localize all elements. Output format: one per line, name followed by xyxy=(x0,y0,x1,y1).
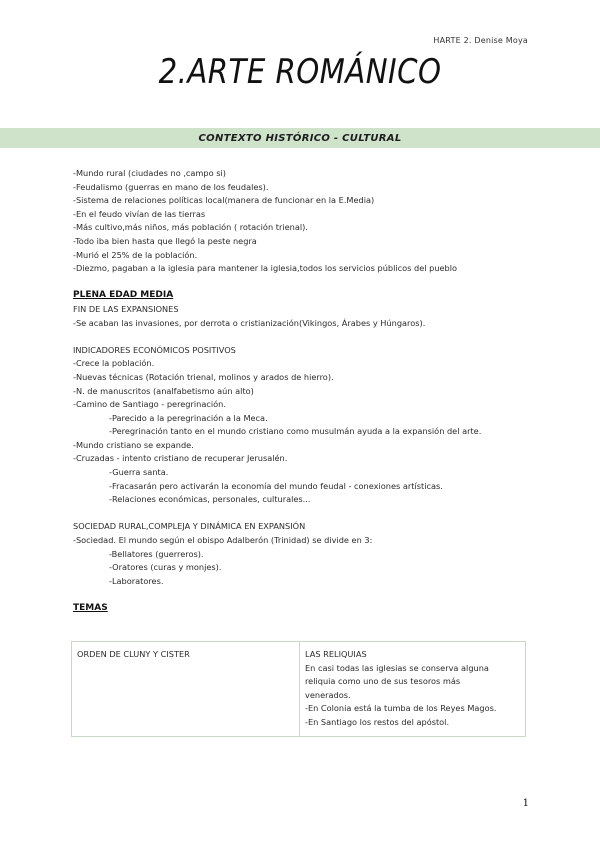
sociedad-subline: -Laboratores. xyxy=(109,575,164,586)
indicadores-subline: -Parecido a la peregrinación a la Meca. xyxy=(109,412,268,423)
context-line: -Más cultivo,más niños, más población ( rotación trienal). xyxy=(73,222,308,233)
spacer xyxy=(73,507,533,521)
document-body xyxy=(73,167,533,616)
context-line: -Diezmo, pagaban a la iglesia para mantener la iglesia,todos los servicios públicos del pueblo xyxy=(73,263,458,274)
indicadores-line: -Nuevas técnicas (Rotación trienal, molinos y arados de hierro). xyxy=(73,371,334,382)
table-cell-left xyxy=(72,642,300,736)
reliquias-line: En casi todas las iglesias se conserva alguna xyxy=(305,662,489,673)
section-band xyxy=(0,128,600,148)
indicadores-subline: -Guerra santa. xyxy=(109,467,169,478)
reliquias-line: reliquia como uno de sus tesoros más xyxy=(305,676,461,687)
indicadores-subline: -Fracasarán pero activarán la economía del mundo feudal - conexiones artísticas. xyxy=(109,480,443,491)
header-note: HARTE 2. Denise Moya xyxy=(433,36,528,45)
page-title: 2.ARTE ROMÁNICO xyxy=(158,52,442,92)
sociedad-subline: -Bellatores (guerreros). xyxy=(109,548,204,559)
context-line: -Mundo rural (ciudades no ,campo si) xyxy=(73,168,226,178)
reliquias-line: -En Colonia está la tumba de los Reyes Magos. xyxy=(305,703,497,714)
section-band-label: CONTEXTO HISTÓRICO - CULTURAL xyxy=(198,132,402,144)
spacer xyxy=(73,588,533,602)
context-line: -Todo iba bien hasta que llegó la peste negra xyxy=(73,235,257,246)
table-cell-right xyxy=(300,642,525,736)
indicadores-line: -Mundo cristiano se expande. xyxy=(73,439,194,450)
sociedad-subline: -Oratores (curas y monjes). xyxy=(109,562,222,573)
indicadores-subline: -Peregrinación tanto en el mundo cristiano como musulmán ayuda a la expansión del arte. xyxy=(109,426,482,437)
fin-expansiones-line: -Se acaban las invasiones, por derrota o cristianización(Vikingos, Árabes y Húngaros). xyxy=(73,317,426,328)
fin-expansiones-title: FIN DE LAS EXPANSIONES xyxy=(73,303,179,314)
indicadores-line: -Camino de Santiago - peregrinación. xyxy=(73,399,226,410)
temas-table xyxy=(71,641,526,737)
indicadores-line: -Cruzadas - intento cristiano de recuperar Jerusalén. xyxy=(73,453,288,464)
sociedad-line: -Sociedad. El mundo según el obispo Adalberón (Trinidad) se divide en 3: xyxy=(73,535,373,546)
reliquias-line: -En Santiago los restos del apóstol. xyxy=(305,716,450,727)
sociedad-title: SOCIEDAD RURAL,COMPLEJA Y DINÁMICA EN EXPANSIÓN xyxy=(73,521,306,532)
orden-cluny-label: ORDEN DE CLUNY Y CISTER xyxy=(77,649,190,659)
spacer xyxy=(73,276,533,290)
indicadores-title: INDICADORES ECONÓMICOS POSITIVOS xyxy=(73,344,236,355)
context-line: -En el feudo vivían de las tierras xyxy=(73,208,206,219)
reliquias-line: venerados. xyxy=(305,689,351,700)
indicadores-line: -N. de manuscritos (analfabetismo aún alto) xyxy=(73,385,254,396)
indicadores-subline: -Relaciones económicas, personales, culturales... xyxy=(109,494,311,505)
temas-heading: TEMAS xyxy=(73,603,108,613)
spacer xyxy=(73,330,533,344)
context-line: -Feudalismo (guerras en mano de los feudales). xyxy=(73,181,269,192)
indicadores-line: -Crece la población. xyxy=(73,358,155,369)
page-number: 1 xyxy=(522,798,529,809)
context-line: -Murió el 25% de la población. xyxy=(73,249,198,260)
plena-heading: PLENA EDAD MEDIA xyxy=(73,290,174,301)
reliquias-title: LAS RELIQUIAS xyxy=(305,649,367,659)
context-line: -Sistema de relaciones políticas local(manera de funcionar en la E.Media) xyxy=(73,195,375,206)
